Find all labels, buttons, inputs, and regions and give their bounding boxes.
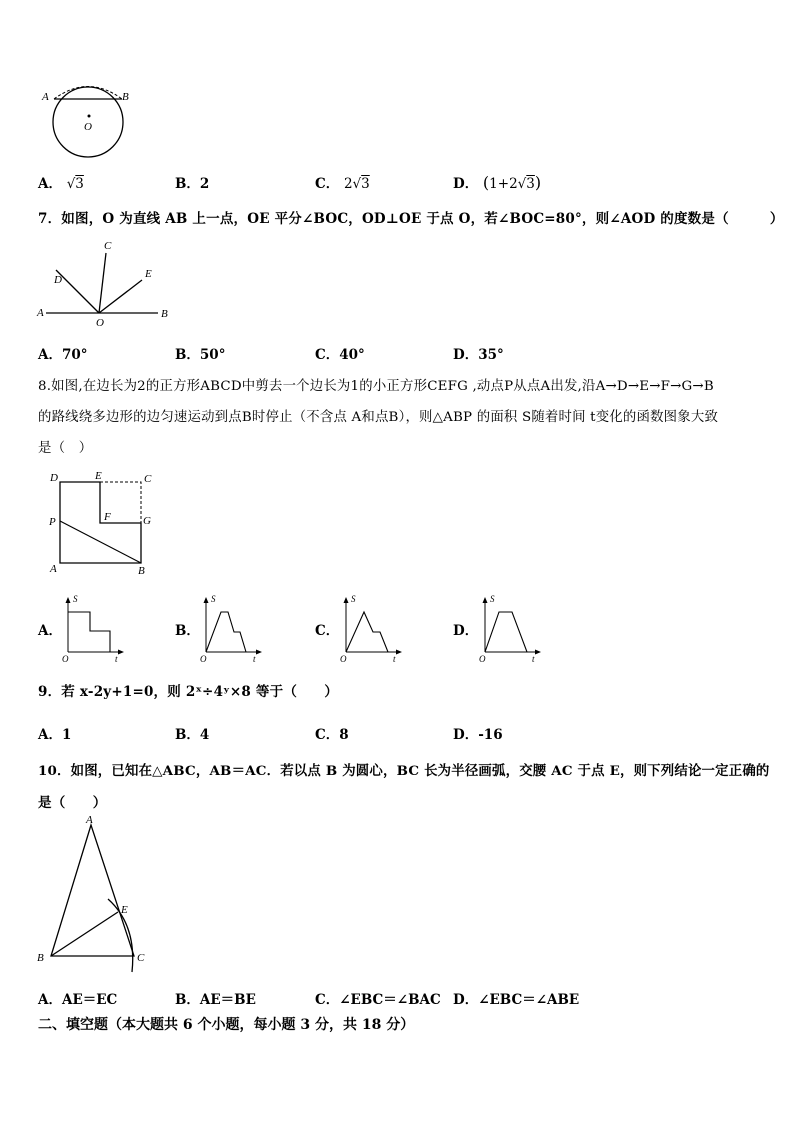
q8-graph-b[interactable] [196, 594, 266, 666]
q8-segment-pb [60, 521, 141, 563]
q9-option-c[interactable]: C．8 [315, 727, 349, 743]
q8-graph-c-t-label: t [393, 654, 396, 664]
q8-graph-b-curve [206, 612, 246, 652]
section2-title: 二、填空题（本大题共 6 个小题，每小题 3 分，共 18 分） [38, 1017, 415, 1033]
q8-graph-b-origin: O [200, 654, 207, 664]
q7-stem: 7．如图，O 为直线 AB 上一点，OE 平分∠BOC，OD⊥OE 于点 O，若∠BOC=80°，则∠AOD 的度数是（ ） [38, 211, 784, 227]
q8-graph-a[interactable] [58, 594, 128, 666]
q7-label-a: A [37, 307, 44, 319]
q8-polygon [60, 482, 141, 563]
q6-option-d-text: 1+2 [489, 176, 518, 192]
q8-graph-c-curve [346, 612, 388, 652]
q6-label-a: A [42, 91, 49, 103]
q9-stem: 9．若 x-2y+1=0，则 2ˣ÷4ʸ×8 等于（ ） [38, 684, 339, 700]
q10-label-e: E [121, 904, 128, 916]
q8-graph-a-origin: O [62, 654, 69, 664]
q6-label-b: B [122, 91, 129, 103]
q10-stem-line1: 10．如图，已知在△ABC，AB＝AC．若以点 B 为圆心，BC 长为半径画弧，交腰 AC 于点 E，则下列结论一定正确的 [38, 763, 770, 779]
q8-stem-line3: 是（ ） [38, 441, 93, 456]
q8-option-c[interactable]: C． [315, 623, 340, 639]
q8-graph-d-t-label: t [532, 654, 535, 664]
q7-ray-oe [99, 280, 142, 313]
q8-graph-b-y-arrow [204, 597, 209, 603]
q8-label-d: D [50, 472, 58, 484]
q7-label-d: D [54, 274, 62, 286]
q8-graph-b-t-label: t [253, 654, 256, 664]
q7-option-d[interactable]: D．35° [453, 347, 504, 363]
q6-option-a-radicand: 3 [75, 176, 84, 192]
q6-option-b-value: 2 [199, 176, 210, 192]
q8-figure [44, 468, 162, 578]
q7-label-e: E [145, 268, 152, 280]
q6-option-b-letter: B． [175, 176, 200, 192]
q6-option-a-radical: √3 [66, 176, 84, 192]
q6-center-dot [88, 115, 91, 118]
q6-option-c-coef: 2 [343, 176, 353, 192]
q8-option-d[interactable]: D． [453, 623, 479, 639]
q8-graph-c-x-arrow [396, 650, 402, 655]
q8-graph-a-x-arrow [118, 650, 124, 655]
q6-option-a-letter: A． [38, 176, 62, 192]
q8-option-a[interactable]: A． [38, 623, 62, 639]
q8-stem-line1: 8.如图,在边长为2的正方形ABCD中剪去一个边长为1的小正方形CEFG ,动点P从点A出发,沿A→D→E→F→G→B [38, 379, 714, 394]
q10-label-c: C [137, 952, 145, 964]
q8-graph-a-t-label: t [115, 654, 118, 664]
q8-stem-line2: 的路线绕多边形的边匀速运动到点B时停止（不含点 A和点B），则△ABP 的面积 S随着时间 t变化的函数图象大致 [38, 410, 719, 425]
q8-graph-b-x-arrow [256, 650, 262, 655]
q10-option-a[interactable]: A．AE＝EC [38, 992, 118, 1008]
q8-graph-d-s-label: S [490, 594, 495, 604]
q8-graph-c-origin: O [340, 654, 347, 664]
q8-graph-d[interactable] [475, 594, 545, 666]
q8-graph-c-y-arrow [344, 597, 349, 603]
q10-triangle-abc [51, 825, 134, 956]
q8-graph-a-curve [68, 612, 110, 652]
q8-graph-c-s-label: S [351, 594, 356, 604]
q7-option-a[interactable]: A．70° [38, 347, 88, 363]
q8-label-b: B [138, 565, 145, 577]
q7-figure [34, 236, 174, 328]
q7-label-b: B [161, 308, 168, 320]
q6-option-d[interactable] [453, 172, 541, 192]
q8-graph-a-y-arrow [66, 597, 71, 603]
q6-option-c-letter: C． [315, 176, 340, 192]
q10-option-d[interactable]: D．∠EBC＝∠ABE [453, 992, 580, 1008]
q10-stem-line2: 是（ ） [38, 795, 107, 811]
q8-label-f: F [104, 511, 111, 523]
q6-label-o: O [84, 121, 92, 133]
q10-option-b[interactable]: B．AE＝BE [175, 992, 256, 1008]
q8-label-a: A [50, 563, 57, 575]
q7-option-b[interactable]: B．50° [175, 347, 226, 363]
q8-graph-a-s-label: S [73, 594, 78, 604]
q6-option-a[interactable] [38, 172, 84, 192]
q10-option-c[interactable]: C．∠EBC＝∠BAC [315, 992, 441, 1008]
q6-option-c-radical: 2√3 [343, 176, 370, 192]
q10-label-a: A [86, 814, 93, 826]
q8-graph-d-curve [485, 612, 527, 652]
q9-option-d[interactable]: D．-16 [453, 727, 503, 743]
q6-option-b[interactable] [175, 172, 209, 192]
q8-graph-d-y-arrow [483, 597, 488, 603]
q10-label-b: B [37, 952, 44, 964]
q7-label-c: C [104, 240, 112, 252]
q10-figure [34, 812, 158, 978]
q6-option-d-radicand: 3 [526, 176, 535, 192]
q7-label-o: O [96, 317, 104, 328]
q8-option-b[interactable]: B． [175, 623, 200, 639]
q6-option-c-radicand: 3 [361, 176, 370, 192]
q6-option-d-expr: (1+2√3) [482, 173, 542, 192]
q6-option-c[interactable] [315, 172, 370, 192]
q9-option-b[interactable]: B．4 [175, 727, 210, 743]
q8-graph-d-origin: O [479, 654, 486, 664]
q10-segment-be [51, 912, 118, 956]
q8-label-c: C [144, 473, 152, 485]
q8-label-e: E [95, 470, 102, 482]
q7-ray-od [56, 270, 99, 313]
q6-option-d-letter: D． [453, 176, 479, 192]
q8-label-g: G [143, 515, 151, 527]
q8-graph-d-x-arrow [535, 650, 541, 655]
q7-option-c[interactable]: C．40° [315, 347, 365, 363]
q8-label-p: P [49, 516, 56, 528]
q8-graph-c[interactable] [336, 594, 406, 666]
q8-graph-b-s-label: S [211, 594, 216, 604]
q9-option-a[interactable]: A．1 [38, 727, 72, 743]
q6-figure [36, 82, 136, 162]
q7-ray-oc [99, 253, 106, 313]
